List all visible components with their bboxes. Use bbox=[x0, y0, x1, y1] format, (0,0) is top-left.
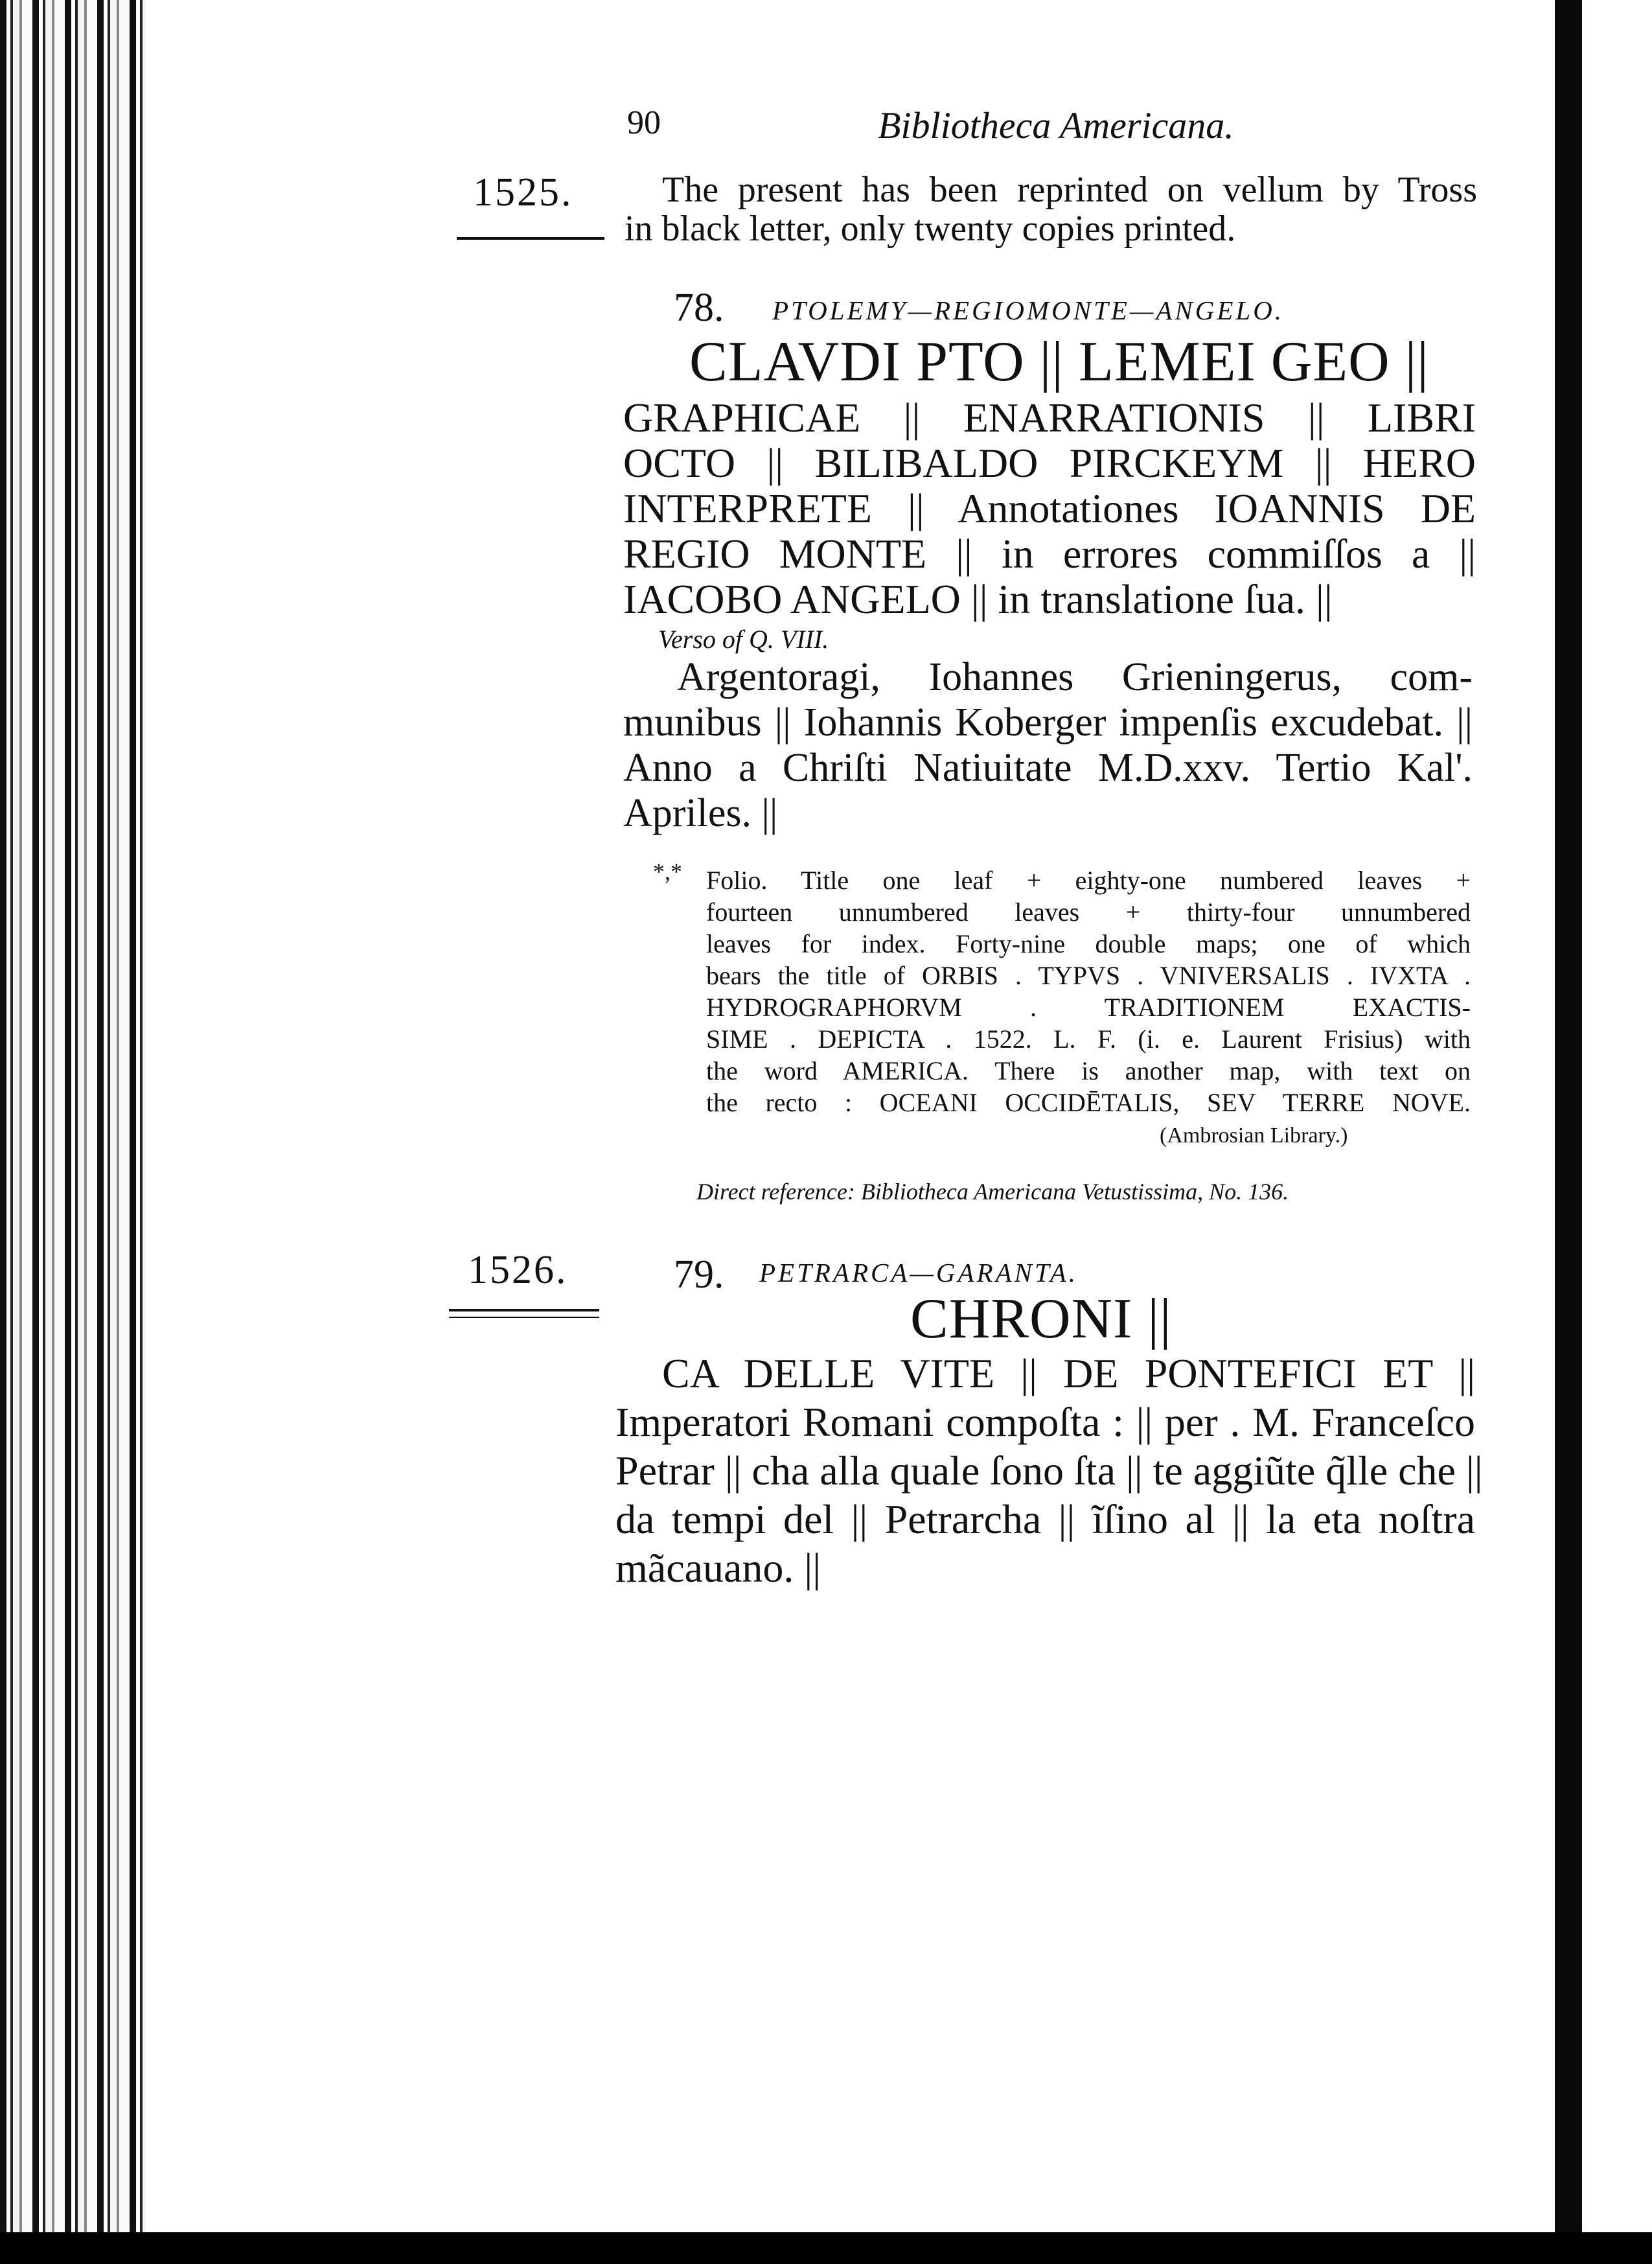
title-line: mãcauano. || bbox=[615, 1545, 821, 1591]
asterism: *,* bbox=[653, 859, 682, 884]
title-line: da tempi del || Petrarcha || ĩſino al || la eta noſtra bbox=[615, 1496, 1475, 1542]
title-line: OCTO || BILIBALDO PIRCKEYM || HERO bbox=[623, 440, 1476, 486]
note-line: the recto : OCEANI OCCIDĒTALIS, SEV TERRE NOVE. bbox=[706, 1088, 1471, 1117]
note-line: the word AMERICA. There is another map, with text on bbox=[706, 1056, 1471, 1085]
year-rule-1526 bbox=[449, 1309, 599, 1311]
direct-reference: Direct reference: Bibliotheca Americana Vetustissima, No. 136. bbox=[696, 1179, 1289, 1205]
page-gutter-shadow bbox=[1555, 0, 1582, 2264]
year-marker-1525: 1525. bbox=[473, 170, 573, 214]
entry-heading-78: PTOLEMY—REGIOMONTE—ANGELO. bbox=[772, 295, 1285, 325]
entry-heading-79: PETRARCA—GARANTA. bbox=[759, 1258, 1079, 1288]
entry-number-78: 78. bbox=[674, 286, 724, 330]
page-number: 90 bbox=[627, 104, 661, 141]
note-line: SIME . DEPICTA . 1522. L. F. (i. e. Laurent Frisius) with bbox=[706, 1024, 1471, 1054]
note-line: bears the title of ORBIS . TYPVS . VNIVERSALIS . IVXTA . bbox=[706, 961, 1471, 990]
title-line: Imperatori Romani compoſta : || per . M. Franceſco bbox=[615, 1399, 1475, 1445]
note-line: Folio. Title one leaf + eighty-one numbered leaves + bbox=[706, 866, 1471, 895]
note-line: leaves for index. Forty-nine double maps; one of which bbox=[706, 929, 1471, 958]
reprint-line-1: The present has been reprinted on vellum by Tross bbox=[662, 170, 1477, 210]
colophon-line: Anno a Chriſti Natiuitate M.D.xxv. Tertio Kal'. bbox=[623, 746, 1473, 790]
reprint-line-2: in black letter, only twenty copies printed. bbox=[625, 209, 1236, 249]
year-rule-1525 bbox=[457, 237, 604, 240]
title-big-78: CLAVDI PTO || LEMEI GEO || bbox=[689, 330, 1429, 393]
entry-number-79: 79. bbox=[674, 1253, 724, 1297]
running-title: Bibliotheca Americana. bbox=[878, 104, 1234, 146]
title-line: REGIO MONTE || in errores commiſſos a || bbox=[623, 531, 1476, 577]
library-location: (Ambrosian Library.) bbox=[1160, 1124, 1348, 1148]
year-marker-1526: 1526. bbox=[468, 1248, 568, 1292]
title-line: GRAPHICAE || ENARRATIONIS || LIBRI bbox=[623, 395, 1476, 441]
title-line: INTERPRETE || Annotationes IOANNIS DE bbox=[623, 485, 1476, 531]
title-big-79: CHRONI || bbox=[910, 1288, 1172, 1350]
note-line: fourteen unnumbered leaves + thirty-four unnumbered bbox=[706, 897, 1471, 927]
colophon-line: Argentoragi, Iohannes Grieningerus, com- bbox=[677, 655, 1473, 699]
title-line: Petrar || cha alla quale ſono ſta || te aggiũte q̃lle che || bbox=[615, 1448, 1483, 1494]
title-line: IACOBO ANGELO || in translatione ſua. || bbox=[623, 576, 1333, 622]
title-line: CA DELLE VITE || DE PONTEFICI ET || bbox=[662, 1350, 1475, 1396]
note-line: HYDROGRAPHORVM . TRADITIONEM EXACTIS- bbox=[706, 993, 1471, 1022]
colophon-line: munibus || Iohannis Koberger impenſis excudebat. || bbox=[623, 700, 1473, 745]
colophon-line: Apriles. || bbox=[623, 791, 778, 835]
verso-reference: Verso of Q. VIII. bbox=[658, 625, 829, 654]
scan-bottom-border bbox=[0, 2232, 1652, 2264]
year-rule-1526-lower bbox=[449, 1317, 599, 1318]
book-binding-edges bbox=[0, 0, 155, 2264]
